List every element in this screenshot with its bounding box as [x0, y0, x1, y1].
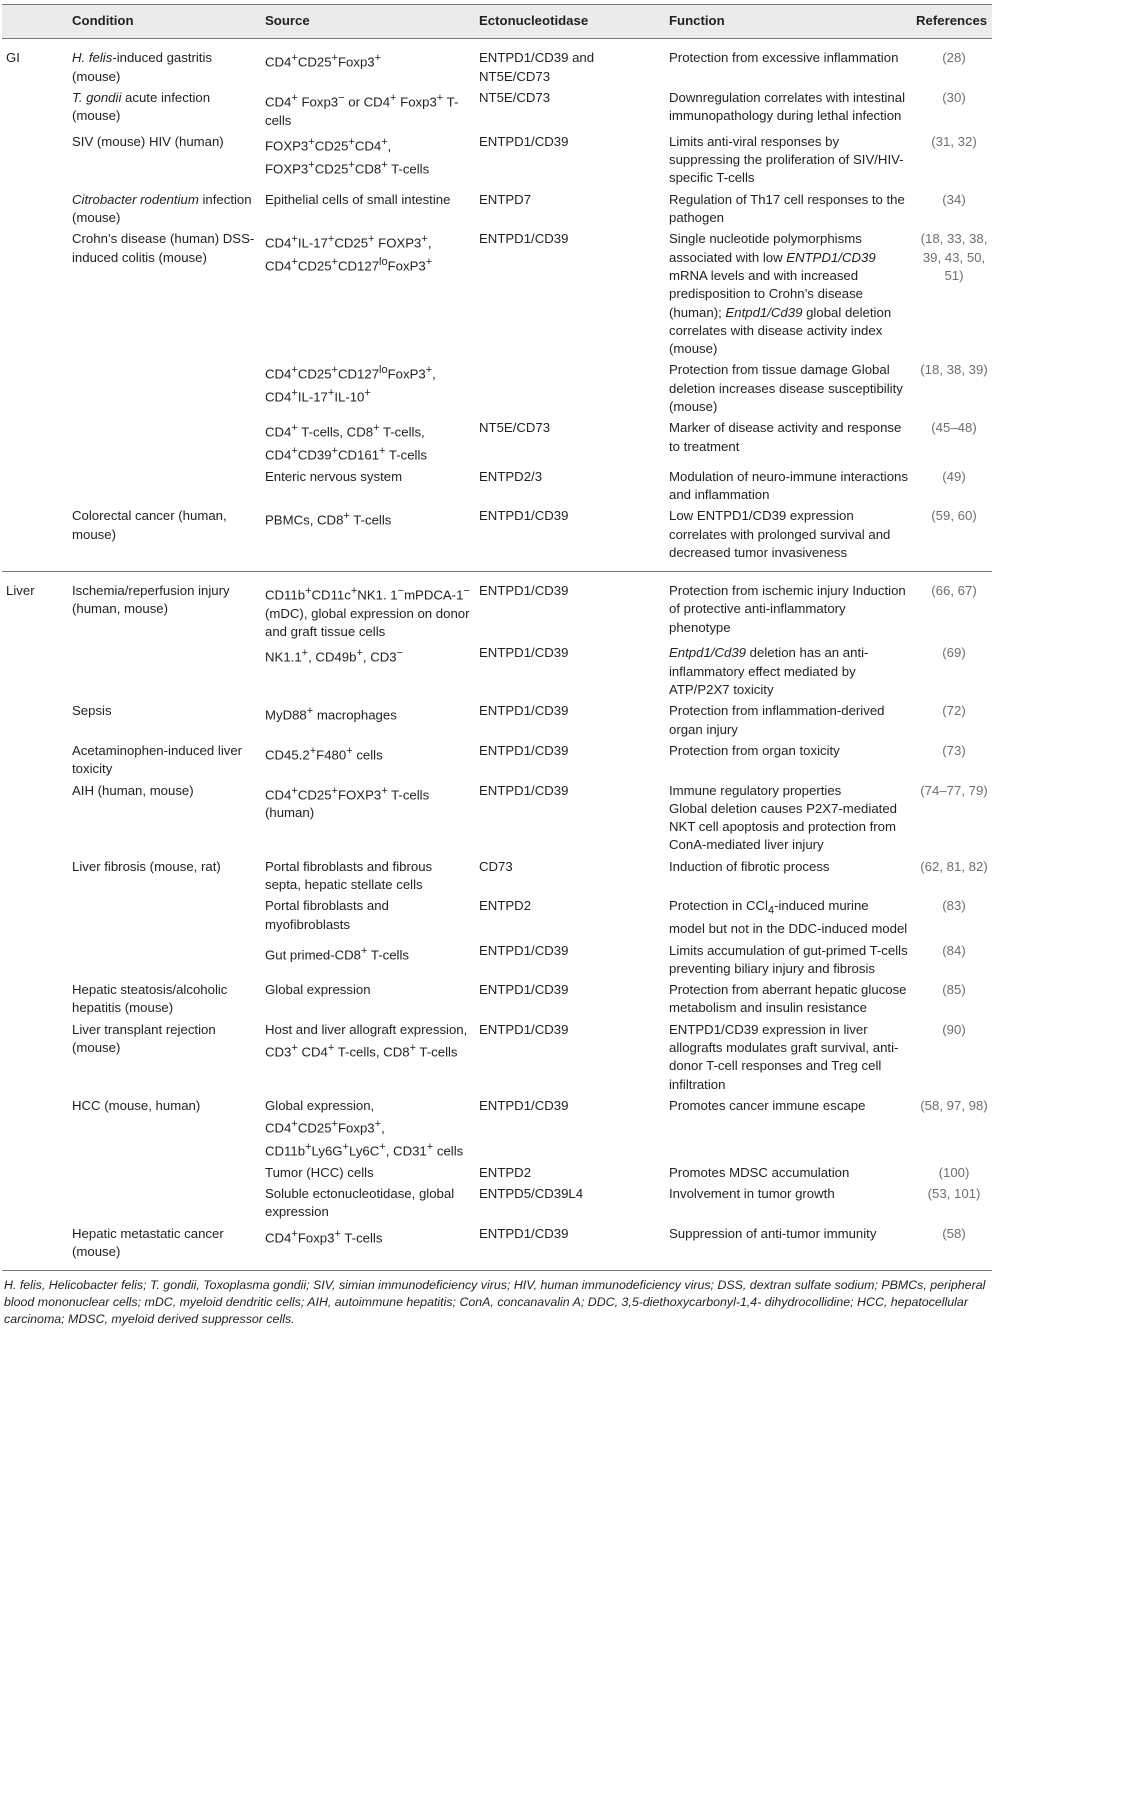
cell-condition: Acetaminophen-induced liver toxicity	[72, 742, 243, 777]
table-body	[2, 39, 992, 1271]
cell-group	[2, 1020, 68, 1096]
table-row	[2, 1096, 992, 1163]
cell-references: (30)	[942, 89, 966, 105]
table-row	[2, 980, 992, 1020]
cell-references: (53, 101)	[927, 1185, 981, 1201]
cell-function: Protection from inflammation-derived organ injury	[669, 703, 885, 737]
cell-ectonucleotidase: ENTPD2	[479, 898, 532, 914]
table-row	[2, 1224, 992, 1271]
cell-references: (66, 67)	[931, 583, 977, 599]
cell-condition	[68, 1163, 261, 1184]
cell-condition	[68, 643, 261, 701]
cell-references: (28)	[942, 50, 966, 66]
cell-source: CD11b+CD11c+NK1. 1−mPDCA-1− (mDC), global expression on donor and graft tissue cells	[265, 585, 470, 640]
cell-references: (85)	[942, 982, 966, 998]
header-ectonucleotidase: Ectonucleotidase	[475, 5, 665, 39]
cell-group	[2, 360, 68, 418]
cell-references: (18, 33, 38, 39, 43, 50, 51)	[920, 231, 988, 283]
table-row	[2, 1163, 992, 1184]
cell-function: Induction of fibrotic process	[669, 858, 830, 874]
cell-references: (45–48)	[931, 420, 977, 436]
table-footnote: H. felis, Helicobacter felis; T. gondii, Toxoplasma gondii; SIV, simian immunodeficiency virus; HIV, human immunodeficiency virus; DSS, dextran sulfate sodium; PBMCs, peripheral blood mononuclear cells; mDC, myeloid dendritic cells; AIH, autoimmune hepatitis; ConA, concanavalin A; DDC, 3,5-diethoxycarbonyl-1,4- dihydrocollidine; HCC, hepatocellular carcinoma; MDSC, myeloid derived suppressor cells.	[4, 1278, 986, 1327]
cell-condition	[68, 360, 261, 418]
table-row	[2, 857, 992, 897]
header-references: References	[912, 5, 992, 39]
cell-function: Downregulation correlates with intestinal immunopathology during lethal infection	[669, 89, 906, 124]
cell-group	[2, 506, 68, 571]
cell-condition	[68, 896, 261, 940]
cell-references: (73)	[942, 742, 966, 758]
cell-function: Regulation of Th17 cell responses to the pathogen	[669, 191, 905, 226]
cell-condition: Liver transplant rejection (mouse)	[72, 1021, 216, 1056]
cell-condition	[68, 418, 261, 466]
cell-references: (18, 38, 39)	[920, 362, 988, 378]
cell-references: (90)	[942, 1021, 966, 1037]
cell-group	[2, 781, 68, 857]
cell-condition: H. felis-induced gastritis (mouse)	[72, 50, 212, 84]
cell-ectonucleotidase: ENTPD1/CD39	[479, 583, 569, 599]
cell-ectonucleotidase: ENTPD1/CD39	[475, 1224, 665, 1271]
cell-source: Epithelial cells of small intestine	[265, 191, 451, 207]
cell-references: (49)	[942, 468, 966, 484]
cell-function: Promotes cancer immune escape	[669, 1097, 866, 1113]
cell-ectonucleotidase	[475, 360, 665, 418]
table-row	[2, 781, 992, 857]
cell-references: (59, 60)	[912, 506, 992, 571]
cell-condition: Sepsis	[72, 703, 112, 719]
cell-ectonucleotidase: ENTPD1/CD39	[479, 645, 569, 661]
cell-function: Protection from excessive inflammation	[669, 50, 899, 66]
cell-ectonucleotidase: NT5E/CD73	[479, 89, 551, 105]
table-row	[2, 572, 992, 644]
cell-references: (69)	[942, 645, 966, 661]
cell-group: Liver	[6, 583, 35, 599]
cell-source: FOXP3+CD25+CD4+, FOXP3+CD25+CD8+ T-cells	[265, 135, 430, 176]
cell-group	[2, 1184, 68, 1224]
cell-ectonucleotidase: ENTPD1/CD39	[479, 703, 569, 719]
table-row	[2, 132, 992, 190]
cell-function: Protection from organ toxicity	[669, 742, 840, 758]
cell-function: Protection from aberrant hepatic glucose metabolism and insulin resistance	[669, 982, 907, 1016]
cell-source: CD4+CD25+Foxp3+	[265, 52, 382, 70]
table-row	[2, 88, 992, 132]
cell-function: Low ENTPD1/CD39 expression correlates with prolonged survival and decreased tumor invasiveness	[665, 506, 912, 571]
cell-condition: Liver fibrosis (mouse, rat)	[72, 858, 221, 874]
cell-condition: Colorectal cancer (human, mouse)	[68, 506, 261, 571]
cell-group	[2, 88, 68, 132]
cell-group	[2, 857, 68, 897]
cell-group: GI	[6, 50, 20, 66]
cell-ectonucleotidase: NT5E/CD73	[479, 420, 551, 436]
cell-condition: Hepatic metastatic cancer (mouse)	[68, 1224, 261, 1271]
header-function: Function	[665, 5, 912, 39]
cell-group	[2, 1163, 68, 1184]
cell-group	[2, 229, 68, 360]
cell-ectonucleotidase: ENTPD1/CD39	[479, 133, 569, 149]
table-row	[2, 941, 992, 981]
cell-source: CD4+ T-cells, CD8+ T-cells, CD4+CD39+CD161+ T-cells	[265, 422, 428, 463]
cell-condition: Hepatic steatosis/alcoholic hepatitis (mouse)	[72, 982, 228, 1016]
cell-source: Soluble ectonucleotidase, global expression	[265, 1185, 455, 1220]
header-row	[2, 5, 992, 39]
cell-group	[2, 132, 68, 190]
cell-function: Entpd1/Cd39 deletion has an anti-inflammatory effect mediated by ATP/P2X7 toxicity	[669, 645, 869, 698]
cell-source: CD4+Foxp3+ T-cells	[261, 1224, 475, 1271]
cell-ectonucleotidase: ENTPD1/CD39	[479, 782, 569, 798]
cell-source: CD4+CD25+FOXP3+ T-cells (human)	[265, 784, 430, 821]
cell-ectonucleotidase: ENTPD5/CD39L4	[479, 1185, 584, 1201]
cell-ectonucleotidase: ENTPD7	[479, 191, 532, 207]
cell-source: Global expression	[265, 982, 371, 998]
cell-references: (83)	[942, 898, 966, 914]
cell-function: Single nucleotide polymorphisms associated with low ENTPD1/CD39 mRNA levels and with increased predisposition to Crohn’s disease (human); Entpd1/Cd39 global deletion correlates with disease activity index (mouse)	[669, 231, 892, 357]
cell-condition: T. gondii acute infection (mouse)	[72, 89, 211, 124]
cell-group	[2, 1096, 68, 1163]
cell-group	[2, 741, 68, 781]
table-row	[2, 229, 992, 360]
header-group	[2, 5, 68, 39]
cell-function: Immune regulatory properties Global deletion causes P2X7-mediated NKT cell apoptosis and protection from ConA-mediated liver injury	[669, 782, 897, 853]
cell-references: (31, 32)	[931, 133, 977, 149]
header-condition: Condition	[68, 5, 261, 39]
cell-source: MyD88+ macrophages	[265, 705, 397, 723]
cell-group	[2, 896, 68, 940]
cell-ectonucleotidase: ENTPD1/CD39	[479, 1097, 569, 1113]
cell-source: PBMCs, CD8+ T-cells	[261, 506, 475, 571]
table-row	[2, 741, 992, 781]
cell-function: Involvement in tumor growth	[669, 1185, 835, 1201]
cell-group	[2, 701, 68, 741]
table-row	[2, 190, 992, 230]
cell-group	[2, 1224, 68, 1271]
cell-condition	[68, 1184, 261, 1224]
cell-source: Enteric nervous system	[265, 468, 403, 484]
cell-source: Host and liver allograft expression, CD3+ CD4+ T-cells, CD8+ T-cells	[265, 1021, 468, 1060]
cell-references: (58)	[912, 1224, 992, 1271]
cell-source: NK1.1+, CD49b+, CD3−	[265, 647, 404, 665]
cell-references: (74–77, 79)	[920, 782, 988, 798]
cell-function: Protection in CCl$_4$-induced murine model but not in the DDC-induced model	[669, 898, 908, 937]
cell-group	[2, 643, 68, 701]
cell-condition: Ischemia/reperfusion injury (human, mouse)	[72, 583, 230, 617]
cell-group	[2, 980, 68, 1020]
cell-source: CD4+IL-17+CD25+ FOXP3+, $CD4^+CD25^+CD127^{lo}FoxP3^+$	[265, 233, 433, 274]
cell-ectonucleotidase: ENTPD1/CD39	[479, 982, 569, 998]
cell-references: (34)	[942, 191, 966, 207]
cell-condition: Citrobacter rodentium infection (mouse)	[72, 191, 252, 226]
table-row	[2, 643, 992, 701]
cell-function: Protection from tissue damage Global deletion increases disease susceptibility (mouse)	[669, 362, 903, 415]
cell-references: (58, 97, 98)	[920, 1097, 988, 1113]
cell-function: Suppression of anti-tumor immunity	[665, 1224, 912, 1271]
cell-condition	[68, 941, 261, 981]
cell-ectonucleotidase: ENTPD2/3	[479, 468, 543, 484]
cell-function: ENTPD1/CD39 expression in liver allografts modulates graft survival, anti-donor T-cell responses and Treg cell infiltration	[669, 1021, 899, 1092]
cell-condition: SIV (mouse) HIV (human)	[72, 133, 224, 149]
cell-function: Marker of disease activity and response to treatment	[669, 420, 902, 454]
cell-source: Tumor (HCC) cells	[265, 1164, 374, 1180]
table-row	[2, 39, 992, 88]
table-row	[2, 896, 992, 940]
cell-source: Portal fibroblasts and myofibroblasts	[265, 898, 389, 932]
cell-group	[2, 467, 68, 507]
cell-group	[2, 418, 68, 466]
cell-source: Gut primed-CD8+ T-cells	[265, 944, 409, 962]
cell-ectonucleotidase: ENTPD1/CD39	[479, 231, 569, 247]
cell-references: (100)	[938, 1164, 970, 1180]
cell-references: (72)	[942, 703, 966, 719]
cell-function: Protection from ischemic injury Induction of protective anti-inflammatory phenotype	[669, 583, 906, 635]
cell-source: Global expression, CD4+CD25+Foxp3+, CD11b+Ly6G+Ly6C+, CD31+ cells	[265, 1097, 464, 1159]
cell-ectonucleotidase: CD73	[479, 858, 513, 874]
header-source: Source	[261, 5, 475, 39]
cell-ectonucleotidase: ENTPD1/CD39	[475, 506, 665, 571]
cell-group	[2, 190, 68, 230]
table-row	[2, 418, 992, 466]
cell-source: Portal fibroblasts and fibrous septa, hepatic stellate cells	[265, 858, 433, 893]
cell-ectonucleotidase: ENTPD2	[479, 1164, 532, 1180]
cell-references: (62, 81, 82)	[920, 858, 988, 874]
table-row	[2, 506, 992, 571]
cell-references: (84)	[942, 942, 966, 958]
cell-condition	[68, 467, 261, 507]
cell-source: CD4+ Foxp3− or CD4+ Foxp3+ T-cells	[265, 91, 459, 128]
cell-group	[2, 941, 68, 981]
cell-function: Limits accumulation of gut-primed T-cells preventing biliary injury and fibrosis	[669, 942, 908, 976]
table-row	[2, 360, 992, 418]
cell-condition: HCC (mouse, human)	[72, 1097, 201, 1113]
cell-source: CD45.2+F480+ cells	[265, 744, 383, 763]
cell-function: Modulation of neuro-immune interactions and inflammation	[669, 468, 908, 502]
table-header	[2, 5, 992, 39]
cell-condition: Crohn’s disease (human) DSS-induced colitis (mouse)	[72, 231, 255, 265]
cell-ectonucleotidase: ENTPD1/CD39 and NT5E/CD73	[479, 50, 595, 84]
cell-function: Limits anti-viral responses by suppressing the proliferation of SIV/HIV-specific T-cells	[669, 133, 904, 186]
cell-ectonucleotidase: ENTPD1/CD39	[479, 942, 569, 958]
cell-ectonucleotidase: ENTPD1/CD39	[479, 742, 569, 758]
cell-condition: AIH (human, mouse)	[72, 782, 194, 798]
cell-source: $CD4^+CD25^+CD127^{lo}FoxP3^+$, CD4+IL-17+IL-10+	[265, 364, 436, 405]
table-container	[2, 0, 992, 1328]
cell-ectonucleotidase: ENTPD1/CD39	[479, 1021, 569, 1037]
ectonucleotidase-table	[2, 4, 992, 1271]
table-row	[2, 1184, 992, 1224]
table-row	[2, 467, 992, 507]
cell-function: Promotes MDSC accumulation	[669, 1164, 850, 1180]
table-row	[2, 1020, 992, 1096]
table-row	[2, 701, 992, 741]
